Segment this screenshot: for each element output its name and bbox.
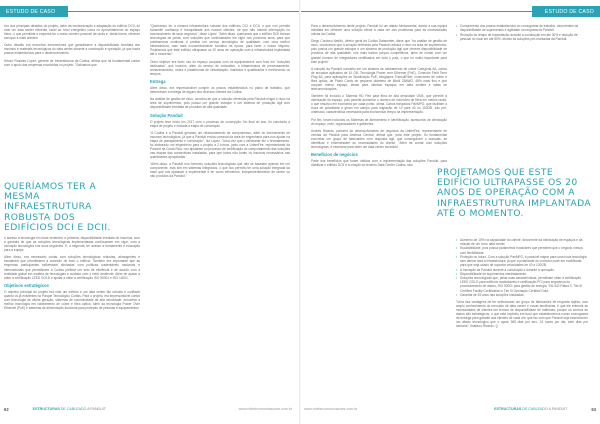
footer-url-left[interactable]: www.rcttelecomunicacoes.com.br [238,407,292,411]
paragraph: O projeto teve início em 2017 com o processo de concepção. No final do ano, foi concluída a etapa de projeto e iniciada a etapa de construção. [150,119,290,128]
section-heading-objectives: Objetivos estratégicos [4,282,49,288]
page-number-left: 62 [4,406,9,412]
page-gutter [299,0,301,424]
paragraph: Por fim, foram incluídos os Sistemas de Aterramento e Identificação, acessórios de otimização do espaço, rede, organizadores e gabinetes. [311,117,447,126]
column-2 [150,24,290,182]
paragraph: "Além disso, a Panduit nos forneceu soluções tecnológicas que não se baseiam apenas em um componente, mas sim em sistemas integrados, o que nos permitiu ter uma solução integrada da base que nos ajudasse a implementar e ter como elementos, independentemente de serem ou não produtos da Panduit." [150,162,290,179]
footer-brand-text: ESTRUCTURAS [32,407,60,411]
list-item: • Cumprimento dos prazos estabelecidos no cronograma de trabalho, decorrentes da disponibilidade de suprimentos e agilidade na resposta da Panduit. [456,24,588,32]
pull-quote-right: PROJETAMOS QUE ESTE EDIFÍCIO ULTRAPASSE OS 20 ANOS DE OPERAÇÃO COM A INFRAESTRUTURA IMPLANTADA ATÉ O MOMENTO. [437,167,592,219]
paragraph: Héctor Rosales López, gerente de Infraestrutura da Codiss, afirma que foi fundamental contar com o apoio das empresas envolvidas no projeto. "Sabíamos que [4,58,140,67]
list-item: • Redução do tempo de implantação durante a construção em até 30% e redução de pessoal no local em até 50%, devido às soluções pré-montadas da Panduit. [456,33,588,41]
list-item: • Escalabilidade, pois possui parâmetros modulares que permitem que o negócio cresça com flexibilidade. [456,246,588,254]
paragraph: Um dos principais desafios do projeto, além da modernização e adaptação do edifício DCII, foi criar um data center eficiente, tanto ao nível energético como no aproveitamento do espaço físico, o que permitiria à empresa ter o maior número possível de racks e, desta forma, oferecer serviços a mais clientes. [4,24,140,41]
section-banner-left [0,6,68,17]
header-rule-left [68,11,299,12]
paragraph: Parte dos benefícios que foram obtidos com a implementação das soluções Panduit, para viabilizar o edifício DCII e a criação do terceiro Data Center Codiss, são: [311,159,447,168]
footer-url-right[interactable]: www.rcttelecomunicacoes.com.br [304,407,358,411]
list-item: • Disponibilidade de suprimentos imediatamente. [456,272,588,276]
list-item: • Proteção no futuro. Com a solução PanMPO, é possível migrar para uma nova tecnologia sem alterar toda a infraestrutura, já que a polaridade do conector pode ser modificada para que seja usado de suportar velocidades de 40 a 100GB. [456,255,588,267]
paragraph: "Queríamos ter a mesma infraestrutura robusta dos edifícios DCI e DCII, o que nos permite transmitir confiança e tranquilidade aos nossos clientes, de que não haverá interrupção no funcionamento de seus negócios", disse López. "Além disso, queríamos que o edifício DCII tivesse tecnologias de ponta, com soluções que continuassem em vigor nos próximos anos, para que pudéssemos continuar a prestar um serviço tecnológico de qualidade, com uma melhor infraestrutura, mas mais economicamente lucrativo na época, para fazer o nosso negócio. Projetamos que este edifício ultrapasse os 20 anos de operação com a infraestrutura implantada até o momento". [150,24,290,57]
section-heading-benefits: Benefícios de negócios [311,152,358,158]
paragraph: Além disso, era imprescindível cumprir os prazos estabelecidos no plano de trabalho, que determinam a entrega de alguns dos diversos clientes da Codiss. [150,85,290,94]
paragraph: O objetivo principal do projeto era criar um edifício e um data center tão robusto e confiável quanto os já existentes no Parque Tecnológico Codiss. Para o projeto, era imprescindível contar com tecnologia de última geração, sistemas de conectividade de alta velocidade, encontrar a melhor tecnologia em cabeamento de cobre e fibra óptica, além da tecnologia Power Over Ethernet (PoE) e sistemas de alimentação funcional para proteção de pessoas e equipamentos. [4,289,140,311]
footer-brand-mid: DE CABLEADO [522,407,548,411]
paragraph: Outro desafio era encontrar fornecedores que garantissem a disponibilidade imediata dos insumos e materiais tecnológicos do data center durante a construção e operação, já que havia prazos estabelecidos para o desenvolvimento. [4,43,140,56]
section-heading-delivery: Entrega [150,78,166,84]
paragraph: Andrés Ricardo, parceiro do desenvolvimento de negócios da UniterFire, representante de vendas da Panduit para América Central, afirma que, para este projeto, foi fundamental encontrar um grupo de fabricantes com resposta ágil, que conseguiram o manuais, se identificar e entendessem as necessidades do cliente. "Além de contar com soluções tecnológicas, é essencial para obter um data center sucedido". [311,128,447,150]
footer-right [304,405,596,413]
paragraph: o acesso à tecnologia em duas vertentes: a primeira, disponibilidade imediata de insumos, com a garantia de que as soluções tecnológicas implementadas continuariam em vigor, com a inovação tecnológica nos anos seguintes. E, a segunda, ter acesso a treinamento e educação para a equipe. [4,236,140,253]
benefits-list-top [456,24,588,42]
section-label-left: ESTUDO DE CASO [6,8,56,15]
column-1-bottom [4,236,140,313]
footer-brand-left [33,407,106,411]
list-item: • Soluções tecnológicas que, pelas suas características, permitiram obter a certificação LEED GOLD para edifícios sustentáveis e certificação PCI para segurança do processamento de dados, ISO 50001 para gestão de energia, TIA-942 Rated 3, Tier III Certified Facility Certification e Tier III Operação Certified Gold. [456,276,588,292]
closing-quote: "Uma das vantagens de ter selecionado um grupo de fabricantes de resposta rápida, com amplo conhecimento do mercado de data center e novas tendências, é que ele entende as necessidades de clientes em termos de disponibilidade de materiais, porque os centros de dados são estratégicos, o que está implícito em tudo que estabelecemos nosso cronograma de entrega para garantir aos clientes de cada um, que faz com que Panduit seja essencial ter um aliado tecnológico que o apoie 365 dias por ano, 24 horas por dia, sete dias por semana", finalizou Ricardo. () [456,300,589,329]
list-item: • Aumento de 10% na capacidade do cliente, decorrente da otimização de espaços e da criação de um novo data center. [456,238,588,246]
paragraph: Além disso, era necessário contar com soluções tecnológicas robustas, abrangentes e escaláveis que permitissem a conexão de todo o edifício. Também era importante que as empresas participantes estivessem alinhadas com políticas sustentáveis nacionais e internacionais que permitissem à Codiss pleitear um selo de eficiência e de acordo com a realidade global em matéria de tecnologias e cuidado com o meio ambiente. Além de ajudar a obter a certificação LEED GOLD e ajudar a obter a certificação ISO 50001 e ISO 14001. [4,255,140,280]
benefits-list-bottom [456,238,588,328]
pull-quote-left: QUERÍAMOS TER A MESMA INFRAESTRUTURA ROBUSTA DOS EDIFÍCIOS DCI E DCII. [4,181,111,233]
footer-brand-tail: A PANDUIT [548,407,568,411]
list-item: • A Inovação da Panduit durante a construção e durante a operação. [456,268,588,272]
section-banner-right [532,6,600,17]
paragraph: "A Codiss e a Panduit geraram um relacionamento de compromisso, além do fornecimento de insumos tecnológicos, já que a Panduit enviou pessoal da área de engenharia para nos ajudar na etapa de planejamento e construção", diz López. "Uma vez que o fabricante fez o levantamento, foi elaborado um engenheiro para o projeto a 2 turnos, junto com a UniterFire, representante da Panduit na Costa Rica, nos ajudaram no processo de certificação do comportamento das soluções nas etapas das construtivas instaladas, para que todos não foram os insumos necessários nas quantidades apropriadas. [150,130,290,160]
paragraph: Para o desenvolvimento deste projeto, Panduit foi um aliado fundamental, dando a sua equipa imediata em oferecer uma solução eficaz a cada um dos problemas para as necessidades únicas da Codiss. [311,24,447,37]
column-3 [311,24,447,171]
benefits-list [456,238,588,297]
footer-brand-mid: DE CABLEADO [60,407,87,411]
column-1-top [4,24,140,70]
paragraph: Na análise de gestão de risco, concluiu-se que a solução oferecida pela Panduit exigia o risco na área de suprimentos, pois possui um grande estoque e um sistema de produção ágil com disponibilidade imediata de produtos de alta qualidade. [150,97,290,110]
paragraph: A solução da Panduit consistiu em um sistema de cabeamento de cobre Categoria 6A, canos de encostar aplicados de 10 GB, Tecnologia Power over Ethernet (PoE), Conector Field Term Plug 6A, para aplicações de Sinalização PoE; trilogiques TransdiFiber, conectores de cobre e fibra óptica, de Patch Cords de pequeno diâmetro de Mini4 28AWG, 48% mais fino e que ocupam menor espaço, ideais para otimizar espaços em data centers e salas de telecomunicações. [311,66,447,92]
footer-brand-tail: A PANDUIT [87,407,106,411]
paragraph: Outro objetivo era fazer uso do espaço ocupado com os equipamentos com foco em "soluções dedicadas", que incluem, além do serviço de colocation, a infraestrutura de processamento, armazenamento, redes e plataformas de virtualização, mantidos e qualificados e melhorando os tempos. [150,59,290,76]
section-heading-solution: Solução Panduit [150,112,183,118]
footer-brand-text: ESTRUCTURAS [494,407,522,411]
section-label-right: ESTUDO DE CASO [544,8,594,15]
page-number-right: 63 [591,406,596,412]
list-item: • Garantia de 25 anos nas soluções instaladas. [456,293,588,297]
footer-left [4,405,296,413]
paragraph: Diego Cordoso Neirão, diretor geral da Codiss Datacenter, disse que "na análise de gestão de risco, concluímos que a solução oferecida pela Panduit reduzia o risco na área de suprimentos, pois possui um grande estoque e um sistema de produção ágil que oferece disponibilidade de produtos de alta qualidade, nos mais baixos preços competitivos, além de contar com um grande número de integradores certificados em todo o país, o que foi muito importante para este projeto". [311,39,447,64]
paragraph: Também foi incluído o Sistema HD Flex para fibra de alta densidade OM4, que permite a otimização do espaço, pois permite aumentar o número de conexões de fibra em menos racks, o que resultou em economia por cada ponto, obras. Cabos trançados PanMPO, que facilitam a troca de polaridade e giram em campo para migração de 10 para 40 ou 100GB, são pré-ordenado, característica necessária para economizar tempo na implementação. [311,94,447,115]
header-rule-right [301,11,532,12]
footer-brand-right [494,407,567,411]
